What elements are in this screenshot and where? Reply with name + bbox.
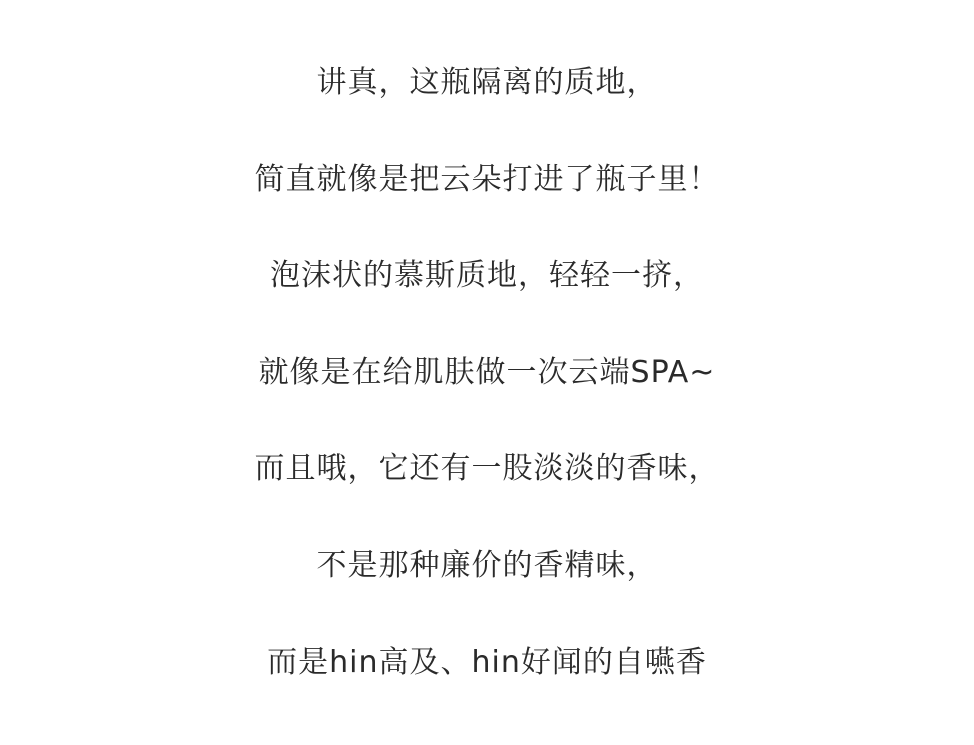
text-line: 而且哦，它还有一股淡淡的香味， — [254, 451, 720, 486]
text-line: 讲真，这瓶隔离的质地， — [316, 65, 658, 100]
text-line: 就像是在给肌肤做一次云端SPA~ — [258, 355, 716, 390]
text-line: 不是那种廉价的香精味， — [316, 548, 658, 583]
text-line: 简直就像是把云朵打进了瓶子里！ — [254, 162, 720, 197]
text-line: 泡沫状的慕斯质地，轻轻一挤， — [270, 258, 704, 293]
text-line: 而是hin高及、hin好闻的自嚥香 — [267, 645, 707, 680]
